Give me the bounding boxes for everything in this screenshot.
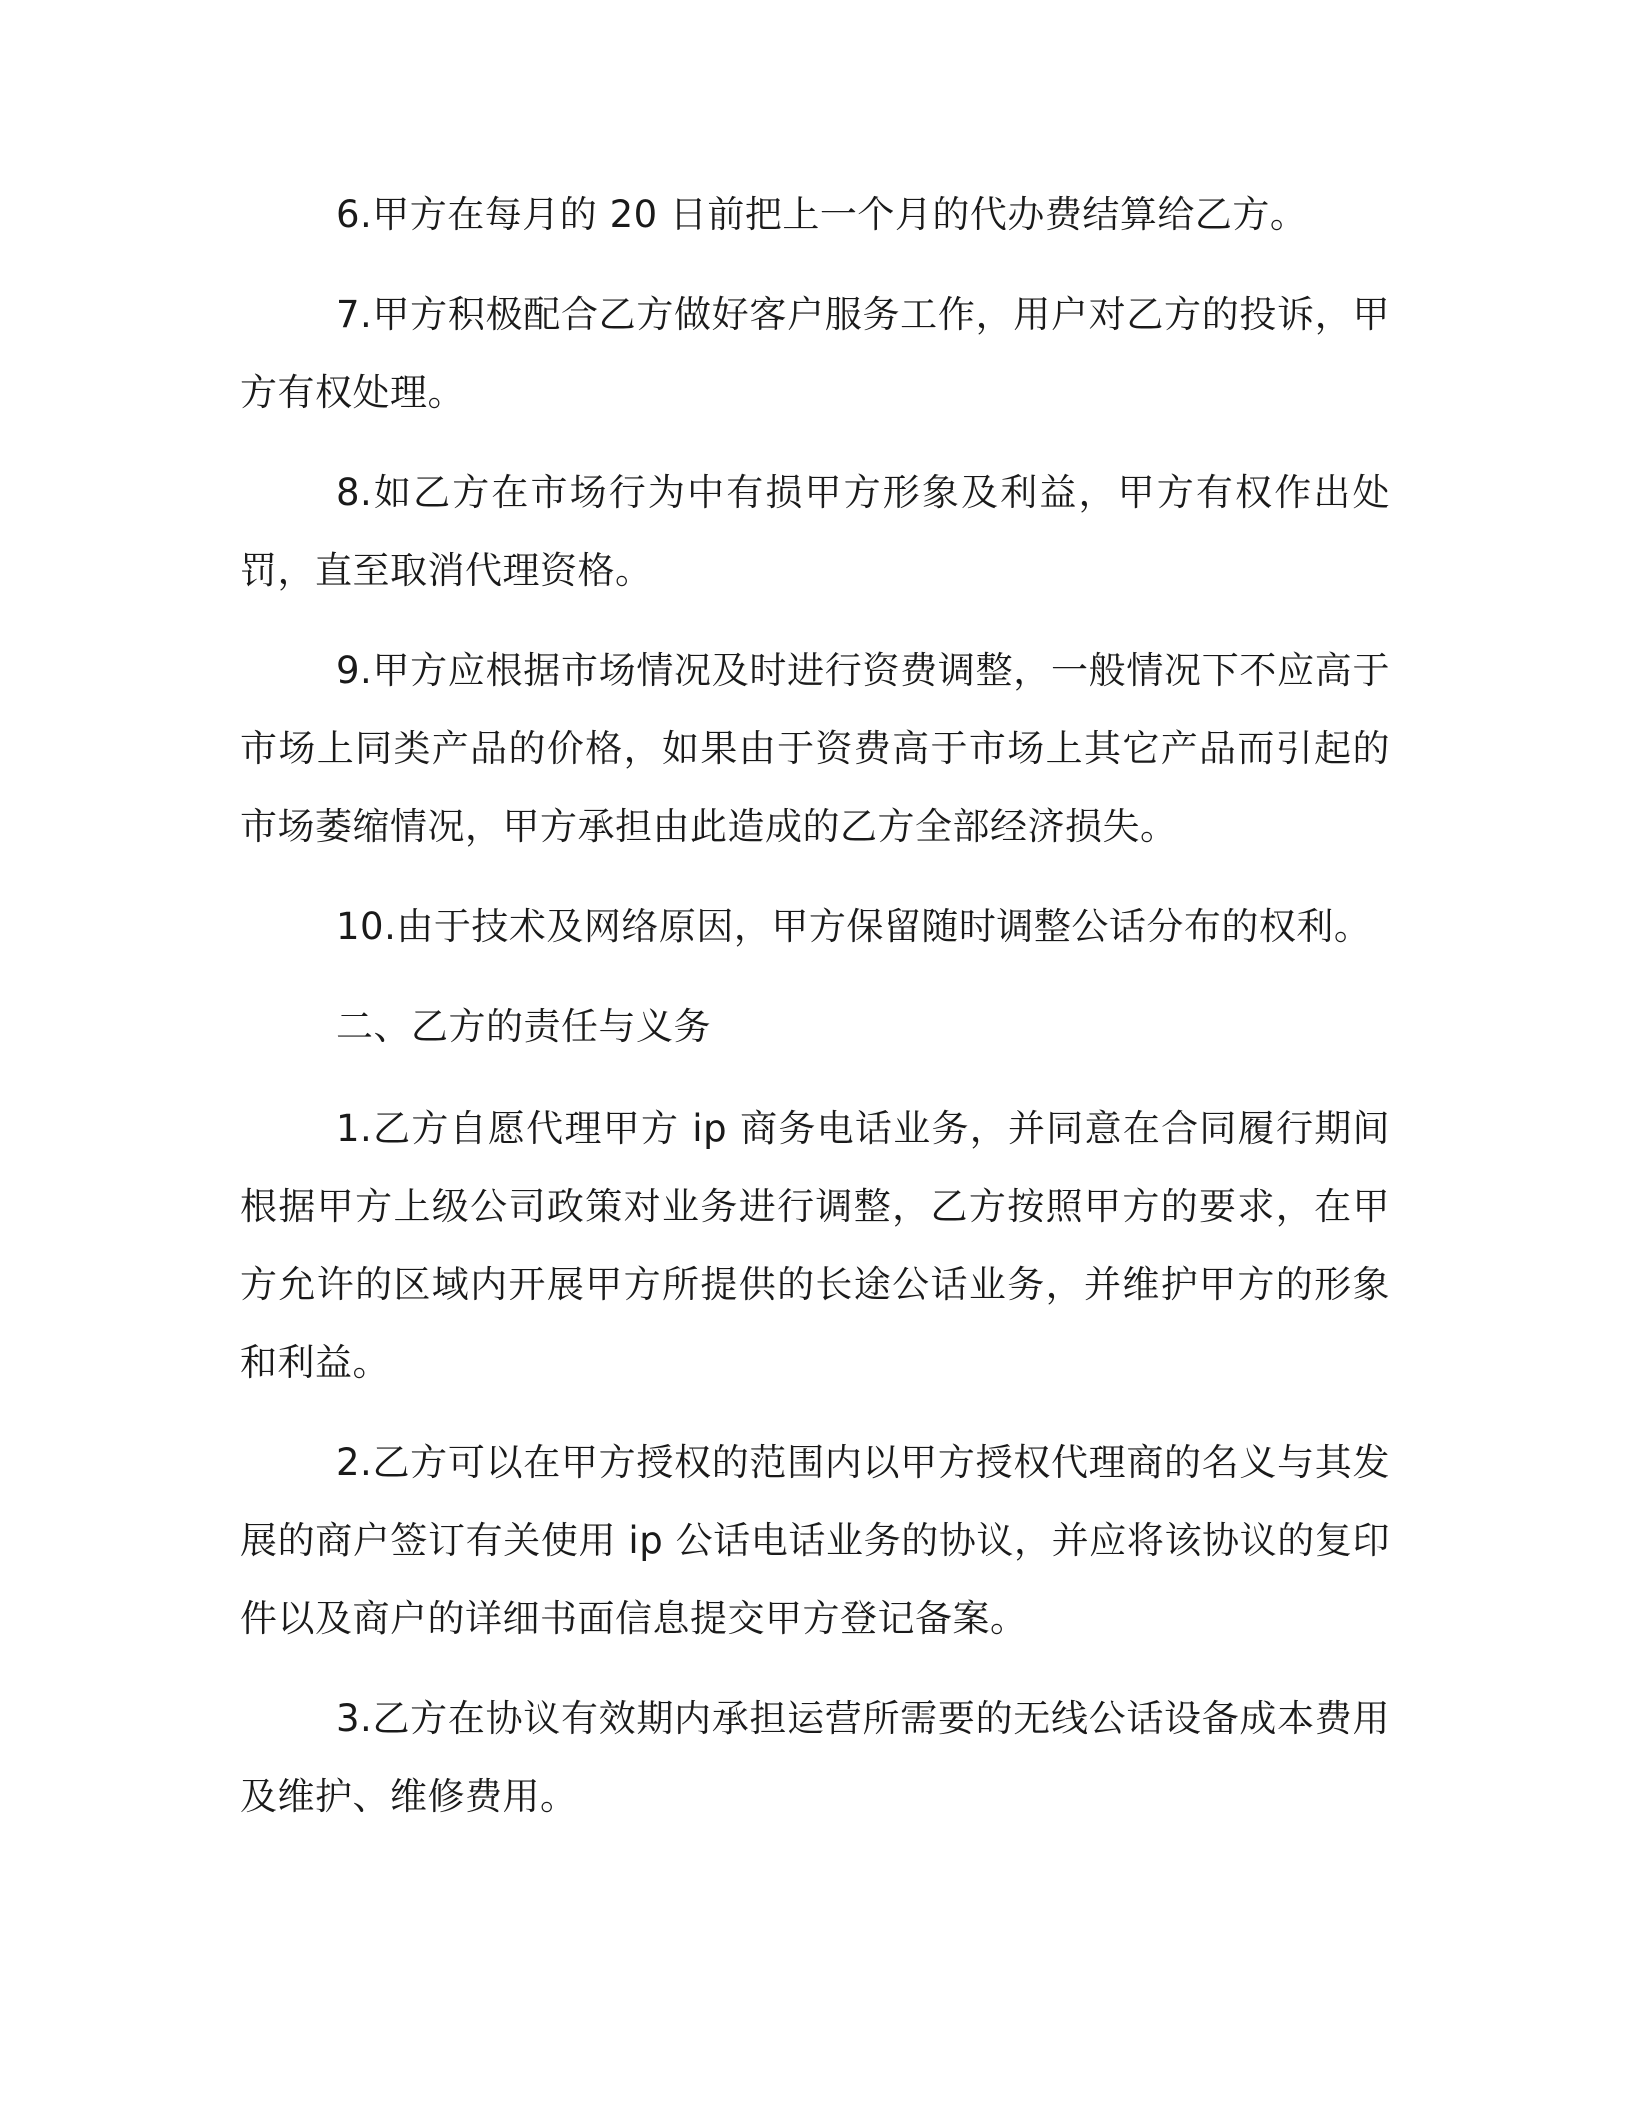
party-b-clause-3: 3.乙方在协议有效期内承担运营所需要的无线公话设备成本费用及维护、维修费用。 [240, 1697, 1390, 1818]
document-body [240, 176, 1390, 1858]
clause-6: 6.甲方在每月的 20 日前把上一个月的代办费结算给乙方。 [336, 193, 1308, 236]
clause-10: 10.由于技术及网络原因，甲方保留随时调整公话分布的权利。 [336, 905, 1372, 948]
party-b-clause-2: 2.乙方可以在甲方授权的范围内以甲方授权代理商的名义与其发展的商户签订有关使用 ip 公话电话业务的协议，并应将该协议的复印件以及商户的详细书面信息提交甲方登记备案。 [240, 1441, 1390, 1640]
clause-7: 7.甲方积极配合乙方做好客户服务工作，用户对乙方的投诉，甲方有权处理。 [240, 293, 1390, 414]
party-b-clause-1: 1.乙方自愿代理甲方 ip 商务电话业务，并同意在合同履行期间根据甲方上级公司政策对业务进行调整，乙方按照甲方的要求，在甲方允许的区域内开展甲方所提供的长途公话业务，并维护甲方的形象和利益。 [240, 1107, 1390, 1384]
section-heading: 二、乙方的责任与义务 [336, 1005, 711, 1048]
clause-9: 9.甲方应根据市场情况及时进行资费调整，一般情况下不应高于市场上同类产品的价格，如果由于资费高于市场上其它产品而引起的市场萎缩情况，甲方承担由此造成的乙方全部经济损失。 [240, 649, 1390, 848]
clause-8: 8.如乙方在市场行为中有损甲方形象及利益，甲方有权作出处罚，直至取消代理资格。 [240, 471, 1390, 592]
